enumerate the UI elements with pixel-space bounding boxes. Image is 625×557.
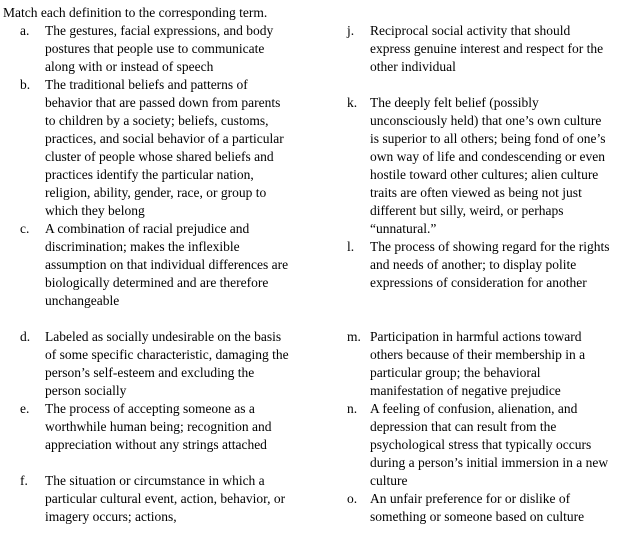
instruction-heading: Match each definition to the corresponding term. xyxy=(3,5,268,20)
right_column-marker: k. xyxy=(347,95,358,110)
right_column-marker: l. xyxy=(347,239,355,254)
left_column-definition-text: The traditional beliefs and patterns of behavior that are passed down from parents to children by a society; beliefs, customs, practices, and social behavior of a particular cluster of people whose shared beliefs and practices identify the particular nation, religion, ability, gender, race, or group to which they belong xyxy=(45,77,284,218)
left_column-definition-text: The process of accepting someone as a worthwhile human being; recognition and appreciation without any strings attached xyxy=(45,401,272,452)
right_column-marker: m. xyxy=(347,329,361,344)
right_column-definition-text: A feeling of confusion, alienation, and depression that can result from the psychological stress that typically occurs during a person’s initial immersion in a new culture xyxy=(370,401,609,488)
right_column-marker: n. xyxy=(347,401,358,416)
list-item xyxy=(0,22,312,76)
list-item xyxy=(325,490,625,526)
left_column-definition-text: A combination of racial prejudice and discrimination; makes the inflexible assumption on that individual differences are biologically determined and are therefore unchangeable xyxy=(45,221,289,308)
right-column xyxy=(325,22,625,526)
list-item xyxy=(0,472,312,526)
right_column-definition-text: Participation in harmful actions toward others because of their membership in a particular group; the behavioral manifestation of negative prejudice xyxy=(370,329,586,398)
right_column-definition-text: Reciprocal social activity that should express genuine interest and respect for the other individual xyxy=(370,23,604,74)
list-item xyxy=(325,328,625,400)
left_column-marker: c. xyxy=(20,221,30,236)
right_column-definition-text: An unfair preference for or dislike of something or someone based on culture xyxy=(370,491,585,524)
left_column-marker: d. xyxy=(20,329,31,344)
right_column-definition-text: The deeply felt belief (possibly unconsciously held) that one’s own culture is superior to all others; being fond of one’s own way of life and condescending or even hostile toward other cultures; alien culture traits are often viewed as being not just different but silly, weird, or perhaps “unnatural.” xyxy=(370,95,606,236)
list-item xyxy=(325,94,625,238)
left-column xyxy=(0,22,312,526)
list-item xyxy=(325,22,625,76)
list-item xyxy=(325,238,625,292)
list-item xyxy=(0,220,312,310)
left_column-definition-text: Labeled as socially undesirable on the basis of some specific characteristic, damaging the person’s self-esteem and excluding the person socially xyxy=(45,329,289,398)
list-item xyxy=(0,400,312,454)
list-item xyxy=(0,328,312,400)
left_column-marker: f. xyxy=(20,473,28,488)
left_column-marker: a. xyxy=(20,23,30,38)
left_column-marker: b. xyxy=(20,77,31,92)
right_column-marker: j. xyxy=(347,23,355,38)
right_column-marker: o. xyxy=(347,491,358,506)
list-item xyxy=(325,400,625,490)
right_column-definition-text: The process of showing regard for the rights and needs of another; to display polite expressions of consideration for another xyxy=(370,239,610,290)
left_column-marker: e. xyxy=(20,401,30,416)
left_column-definition-text: The situation or circumstance in which a particular cultural event, action, behavior, or imagery occurs; actions, xyxy=(45,473,286,524)
left_column-definition-text: The gestures, facial expressions, and body postures that people use to communicate along with or instead of speech xyxy=(45,23,274,74)
list-item xyxy=(0,76,312,220)
